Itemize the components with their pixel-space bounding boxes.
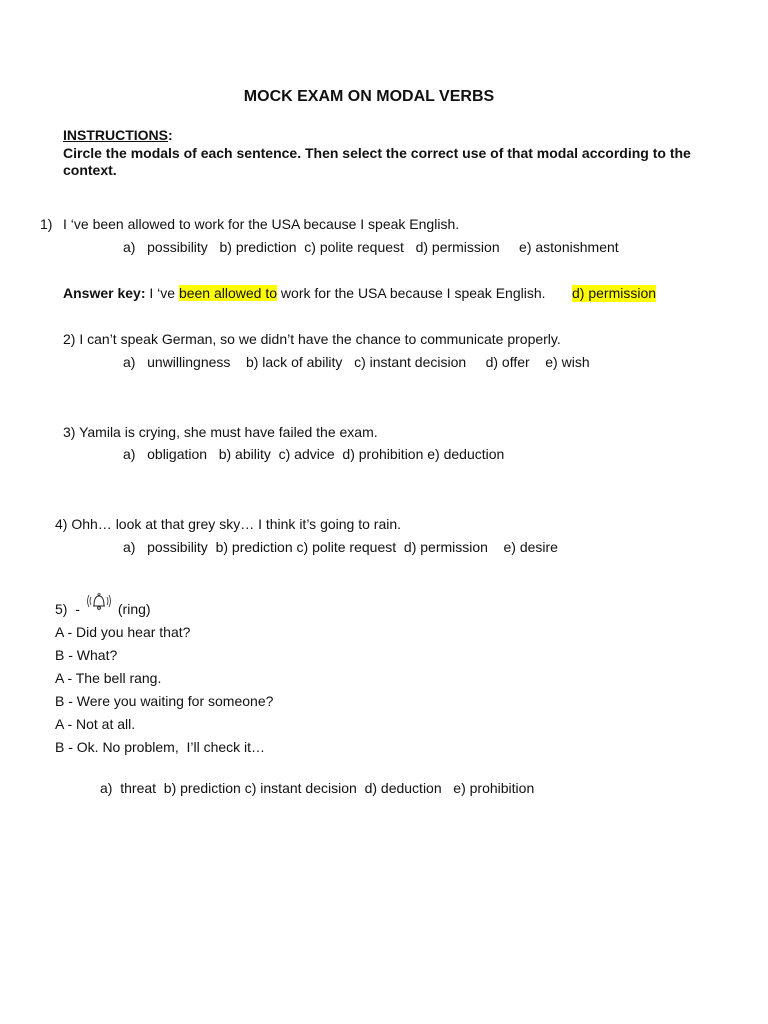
answer-key-answer: d) permission (572, 285, 657, 301)
q3-sentence: 3) Yamila is crying, she must have failed the exam. (63, 424, 378, 440)
instructions-heading-line (63, 127, 173, 144)
q1-number: 1) (40, 216, 53, 232)
q5-line-4: B - Were you waiting for someone? (55, 693, 274, 709)
answer-key-highlight: been allowed to (178, 285, 278, 301)
q5-prefix: 5) - (55, 601, 80, 617)
q1-options: a) possibility b) prediction c) polite request d) permission e) astonishment (123, 239, 619, 255)
q5-line-6: B - Ok. No problem, I’ll check it… (55, 739, 266, 755)
instructions-text: Circle the modals of each sentence. Then select the correct use of that modal according to the context. (63, 145, 691, 178)
q2-options: a) unwillingness b) lack of ability c) instant decision d) offer e) wish (123, 354, 590, 370)
q5-line-2: B - What? (55, 647, 118, 663)
q4-options: a) possibility b) prediction c) polite request d) permission e) desire (123, 539, 558, 555)
answer-key-pre: I ‘ve (145, 285, 179, 301)
q5-line-3: A - The bell rang. (55, 670, 162, 686)
q5-line-1: A - Did you hear that? (55, 624, 191, 640)
answer-key-label: Answer key: (63, 285, 146, 301)
q4-sentence: 4) Ohh… look at that grey sky… I think it’s going to rain. (55, 516, 402, 532)
bell-icon (86, 591, 112, 611)
page-title: MOCK EXAM ON MODAL VERBS (243, 88, 495, 105)
q1-sentence: I ‘ve been allowed to work for the USA because I speak English. (63, 216, 460, 232)
instructions-heading: INSTRUCTIONS (63, 127, 168, 143)
q2-sentence: 2) I can’t speak German, so we didn’t have the chance to communicate properly. (63, 331, 561, 347)
q5-options: a) threat b) prediction c) instant decision d) deduction e) prohibition (100, 780, 535, 796)
q3-options: a) obligation b) ability c) advice d) prohibition e) deduction (123, 446, 505, 462)
instructions-colon: : (168, 127, 173, 143)
answer-key-line (63, 285, 546, 302)
q5-ring: (ring) (117, 601, 151, 617)
answer-key-post: work for the USA because I speak English. (277, 285, 546, 301)
q5-line-5: A - Not at all. (55, 716, 136, 732)
q5-header (55, 600, 151, 620)
